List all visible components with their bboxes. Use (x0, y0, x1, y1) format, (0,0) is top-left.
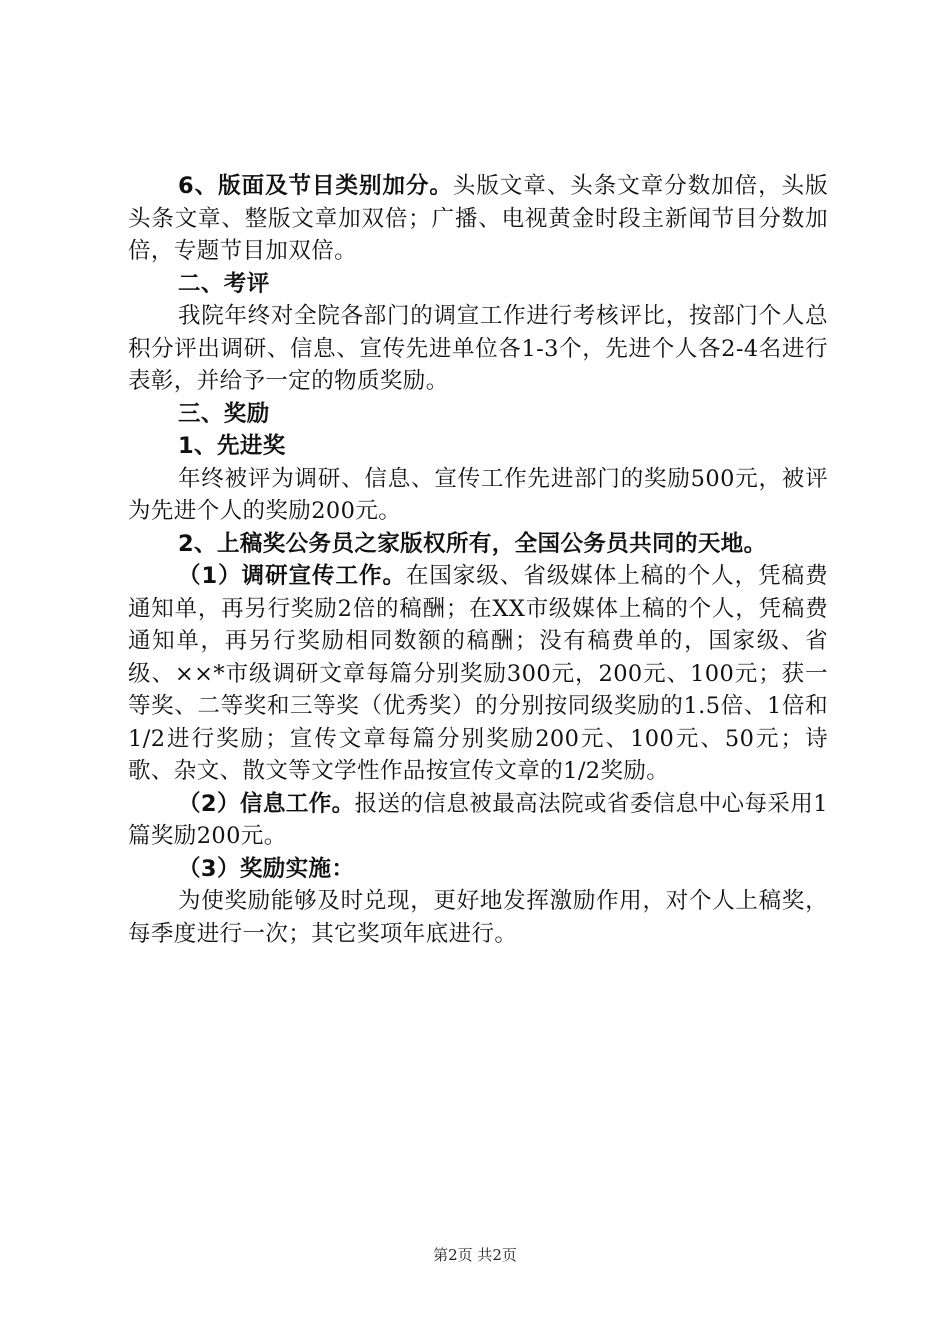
paragraph-text: 头版文章、头条文章分数加倍，头版头条文章、整版文章加双倍；广播、电视黄金时段主新闻节目分数加倍，专题节目加双倍。 (128, 173, 828, 264)
paragraph-evaluation: 我院年终对全院各部门的调宣工作进行考核评比，按部门个人总积分评出调研、信息、宣传先进单位各1-3个，先进个人各2-4名进行表彰，并给予一定的物质奖励。 (128, 303, 828, 394)
paragraph-research-publicity (128, 560, 828, 788)
paragraph-heading: （1）调研宣传工作。 (178, 563, 406, 589)
paragraph-advanced-award: 年终被评为调研、信息、宣传工作先进部门的奖励500元，被评为先进个人的奖励200元。 (128, 465, 828, 524)
paragraph-heading: （2）信息工作。 (178, 790, 355, 817)
subheading-implementation: （3）奖励实施： (178, 855, 355, 882)
document-body (128, 170, 828, 950)
paragraph-heading: 6、版面及节目类别加分。 (178, 173, 453, 199)
paragraph-layout-bonus (128, 170, 828, 268)
subheading-publication-award: 2、上稿奖公务员之家版权所有，全国公务员共同的天地。 (178, 530, 767, 557)
paragraph-information-work (128, 788, 828, 853)
subheading-advanced-award: 1、先进奖 (178, 433, 286, 459)
paragraph-text: 在国家级、省级媒体上稿的个人，凭稿费通知单，再另行奖励2倍的稿酬；在XX市级媒体上稿的个人，凭稿费通知单，再另行奖励相同数额的稿酬；没有稿费单的，国家级、省级、××*市级调研文章每篇分别奖励300元，200元、100元；获一等奖、二等奖和三等奖（优秀奖）的分别按同级奖励的1.5倍、1倍和1/2进行奖励；宣传文章每篇分别奖励200元、100元、50元；诗歌、杂文、散文等文学性作品按宣传文章的1/2奖励。 (128, 563, 829, 784)
page-footer: 第2页 共2页 (433, 1246, 517, 1264)
paragraph-text: 报送的信息被最高法院或省委信息中心每采用1篇奖励200元。 (128, 790, 828, 849)
section-heading-evaluation: 二、考评 (178, 270, 270, 297)
section-heading-rewards: 三、奖励 (178, 400, 270, 427)
paragraph-implementation: 为使奖励能够及时兑现，更好地发挥激励作用，对个人上稿奖，每季度进行一次；其它奖项年底进行。 (128, 888, 828, 947)
